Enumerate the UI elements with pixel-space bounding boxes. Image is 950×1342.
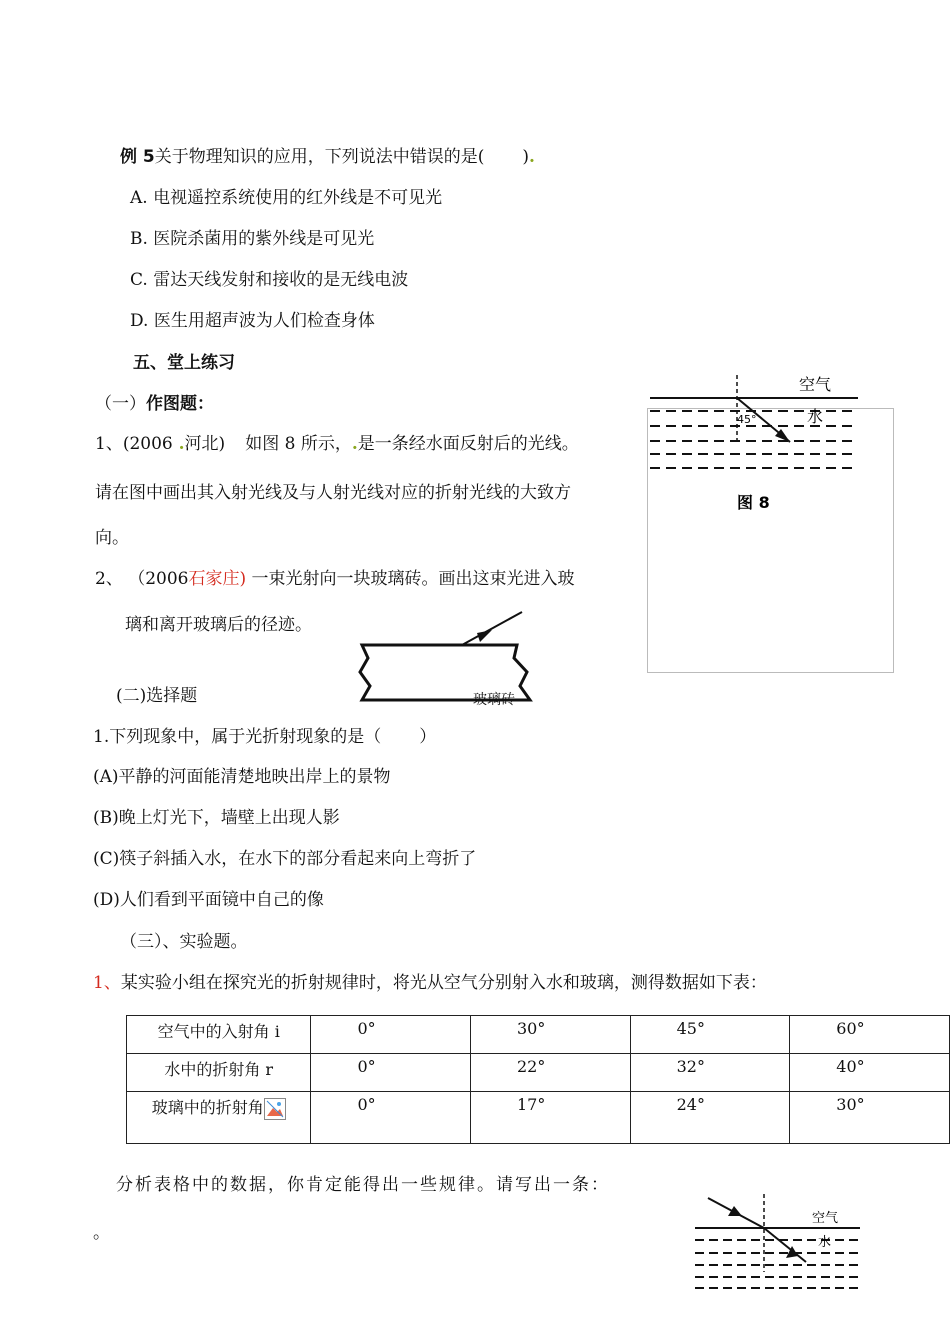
broken-image-icon	[264, 1098, 286, 1120]
table-row-label-cell	[127, 1092, 311, 1144]
q1-text-b: 是一条经水面反射后的光线。	[357, 434, 579, 454]
part1-title	[95, 393, 214, 415]
q2-text: 一束光射向一块玻璃砖。画出这束光进入玻	[251, 569, 575, 589]
example-label: 例 5	[120, 147, 155, 167]
part1-q2	[95, 568, 575, 590]
part3-q1-number: 1、	[93, 973, 121, 993]
example-question-close: )	[522, 147, 530, 167]
table-cell: 40°	[790, 1054, 950, 1092]
figure8-diagram	[645, 370, 865, 510]
fig8-water-label: 水	[807, 407, 824, 426]
table-cell: 45°	[630, 1016, 790, 1054]
part3-q1	[93, 972, 767, 994]
table-row	[127, 1054, 950, 1092]
part2-option-a: (A)平静的河面能清楚地映出岸上的景物	[93, 767, 391, 787]
table-cell: 24°	[630, 1092, 790, 1144]
analysis-end: 。	[93, 1223, 110, 1243]
q1-line2: 请在图中画出其入射光线及与人射光线对应的折射光线的大致方	[95, 483, 571, 503]
example-question-text: 关于物理知识的应用，下列说法中错误的是(	[154, 147, 485, 167]
table-row	[127, 1092, 950, 1144]
q2-line2: 璃和离开玻璃后的径迹。	[125, 615, 312, 635]
table-row-label: 玻璃中的折射角	[151, 1098, 264, 1117]
fig8-angle-label: 45°	[737, 413, 757, 426]
example-question: 例 5关于物理知识的应用，下列说法中错误的是( ).	[120, 147, 535, 167]
refraction-data-table	[126, 1015, 950, 1144]
q1-text-a: 如图 8 所示，	[245, 434, 352, 454]
table-cell: 0°	[311, 1016, 471, 1054]
part3-q1-text: 某实验小组在探究光的折射规律时，将光从空气分别射入水和玻璃，测得数据如下表：	[120, 973, 767, 993]
fig8-caption: 图 8	[737, 493, 770, 512]
part3-title: （三）、实验题。	[120, 932, 248, 952]
table-row-label: 空气中的入射角 i	[127, 1016, 311, 1054]
part2-q1-close: ）	[419, 727, 437, 747]
part1-title-prefix: （一）	[95, 394, 146, 414]
bottom-air-label: 空气	[812, 1211, 839, 1226]
option-d: D. 医生用超声波为人们检查身体	[130, 311, 375, 331]
q1-source: 河北)	[184, 434, 226, 454]
q1-line3: 向。	[95, 528, 129, 548]
glass-brick-label: 玻璃砖	[473, 692, 515, 708]
table-cell: 0°	[311, 1092, 471, 1144]
part1-q1: 1、(2006 .河北) 如图 8 所示，.是一条经水面反射后的光线。	[95, 434, 579, 454]
table-cell: 30°	[790, 1092, 950, 1144]
part2-title: (二)选择题	[116, 686, 198, 706]
option-a: A. 电视遥控系统使用的红外线是不可见光	[130, 188, 443, 208]
table-cell: 32°	[630, 1054, 790, 1092]
table-cell: 22°	[470, 1054, 630, 1092]
part2-option-d: (D)人们看到平面镜中自己的像	[93, 890, 324, 910]
q2-source: 石家庄)	[188, 569, 247, 589]
bottom-water-label: 水	[818, 1235, 832, 1250]
part2-option-b: (B)晚上灯光下，墙壁上出现人影	[93, 808, 340, 828]
part2-option-c: (C)筷子斜插入水，在水下的部分看起来向上弯折了	[93, 849, 477, 869]
section-title: 五、堂上练习	[133, 353, 235, 373]
part1-title-text: 作图题：	[146, 394, 214, 414]
q2-number: 2、 （2006	[95, 569, 189, 589]
fig8-air-label: 空气	[799, 375, 832, 394]
q1-number: 1、(2006	[95, 434, 173, 454]
option-c: C. 雷达天线发射和接收的是无线电波	[130, 270, 409, 290]
part2-q1-text: 1.下列现象中，属于光折射现象的是（	[93, 727, 382, 747]
table-row	[127, 1016, 950, 1054]
analysis-prompt: 分析表格中的数据，你肯定能得出一些规律。请写出一条：	[116, 1175, 610, 1195]
table-row-label: 水中的折射角 r	[127, 1054, 311, 1092]
option-b: B. 医院杀菌用的紫外线是可见光	[130, 229, 375, 249]
table-cell: 0°	[311, 1054, 471, 1092]
table-cell: 60°	[790, 1016, 950, 1054]
table-cell: 17°	[470, 1092, 630, 1144]
part2-q1	[93, 726, 436, 748]
table-cell: 30°	[470, 1016, 630, 1054]
bottom-refraction-diagram	[690, 1192, 865, 1292]
